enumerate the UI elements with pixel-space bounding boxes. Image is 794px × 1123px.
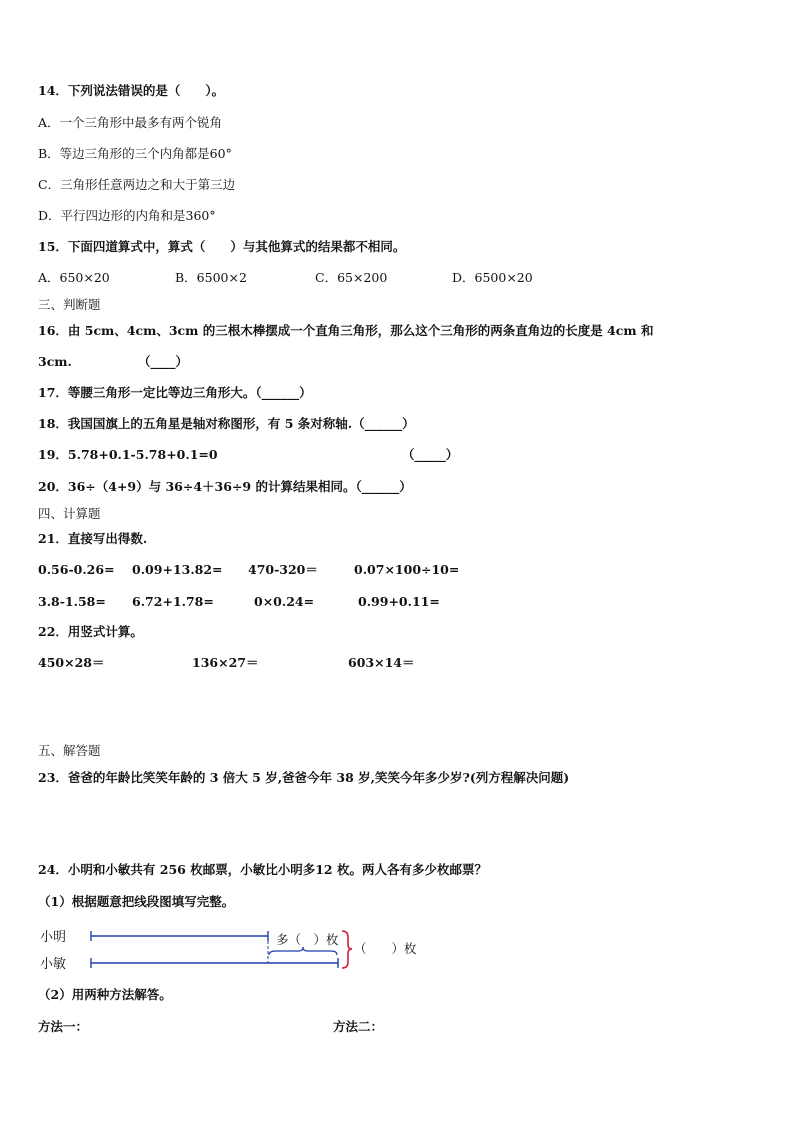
q24-part2: （2）用两种方法解答。: [38, 987, 172, 1002]
q19-text: 19．5.78+0.1-5.78+0.1=0: [38, 447, 218, 462]
method-1-label: 方法一：: [38, 1019, 89, 1034]
q21-item: 0.99+0.11=: [358, 594, 440, 609]
q24-part1: （1）根据题意把线段图填写完整。: [38, 894, 235, 909]
q14-option-b: B．等边三角形的三个内角都是60°: [38, 146, 232, 161]
q14-option-d: D．平行四边形的内角和是360°: [38, 208, 216, 223]
q21-item: 0.07×100÷10=: [354, 562, 460, 577]
q21-item: 0.09+13.82=: [132, 562, 223, 577]
q23-text: 23．爸爸的年龄比笑笑年龄的 3 倍大 5 岁,爸爸今年 38 岁,笑笑今年多少岁?(列方程解决问题): [38, 770, 570, 785]
q21-item: 470-320＝: [248, 562, 318, 577]
q19-answer-blank: （_____）: [402, 447, 459, 462]
q15-option-c: C．65×200: [315, 270, 388, 285]
label-xiaoming: 小明: [40, 930, 67, 945]
q21-item: 6.72+1.78=: [132, 594, 214, 609]
label-xiaomin: 小敏: [40, 957, 67, 972]
method-2-label: 方法二：: [333, 1019, 384, 1034]
total-label: （ ）枚: [354, 941, 417, 956]
section-5-title: 五、解答题: [38, 743, 101, 758]
more-label: 多（ ）枚: [276, 932, 339, 947]
q15-option-d: D．6500×20: [452, 270, 533, 285]
q24-stem: 24．小明和小敏共有 256 枚邮票，小敏比小明多12 枚。两人各有多少枚邮票？: [38, 862, 487, 877]
q16-line2: 3cm.: [38, 354, 72, 369]
q22-stem: 22．用竖式计算。: [38, 624, 143, 639]
q21-item: 3.8-1.58=: [38, 594, 106, 609]
segment-diagram: [36, 922, 456, 978]
more-brace: [269, 947, 337, 955]
q16-line1: 16．由 5cm、4cm、3cm 的三根木棒摆成一个直角三角形，那么这个三角形的两条直角边的长度是 4cm 和: [38, 323, 654, 338]
q15-stem: 15．下面四道算式中，算式（ ）与其他算式的结果都不相同。: [38, 239, 406, 254]
section-4-title: 四、计算题: [38, 506, 101, 521]
q21-item: 0×0.24=: [254, 594, 315, 609]
q14-option-a: A．一个三角形中最多有两个锐角: [38, 115, 223, 130]
q16-answer-blank: （____）: [138, 354, 189, 369]
q21-stem: 21．直接写出得数.: [38, 531, 148, 546]
total-brace: [342, 931, 352, 968]
q22-item: 136×27＝: [192, 655, 259, 670]
q14-option-c: C．三角形任意两边之和大于第三边: [38, 177, 236, 192]
q17-text: 17．等腰三角形一定比等边三角形大。（______）: [38, 385, 312, 400]
q22-item: 603×14＝: [348, 655, 415, 670]
q15-option-a: A．650×20: [38, 270, 110, 285]
q21-item: 0.56-0.26=: [38, 562, 115, 577]
q20-text: 20．36÷（4+9）与 36÷4＋36÷9 的计算结果相同。（______）: [38, 479, 412, 494]
q14-stem: 14．下列说法错误的是（ ）。: [38, 83, 225, 98]
q18-text: 18．我国国旗上的五角星是轴对称图形，有 5 条对称轴.（______）: [38, 416, 415, 431]
section-3-title: 三、判断题: [38, 297, 101, 312]
q22-item: 450×28＝: [38, 655, 105, 670]
q15-option-b: B．6500×2: [175, 270, 247, 285]
